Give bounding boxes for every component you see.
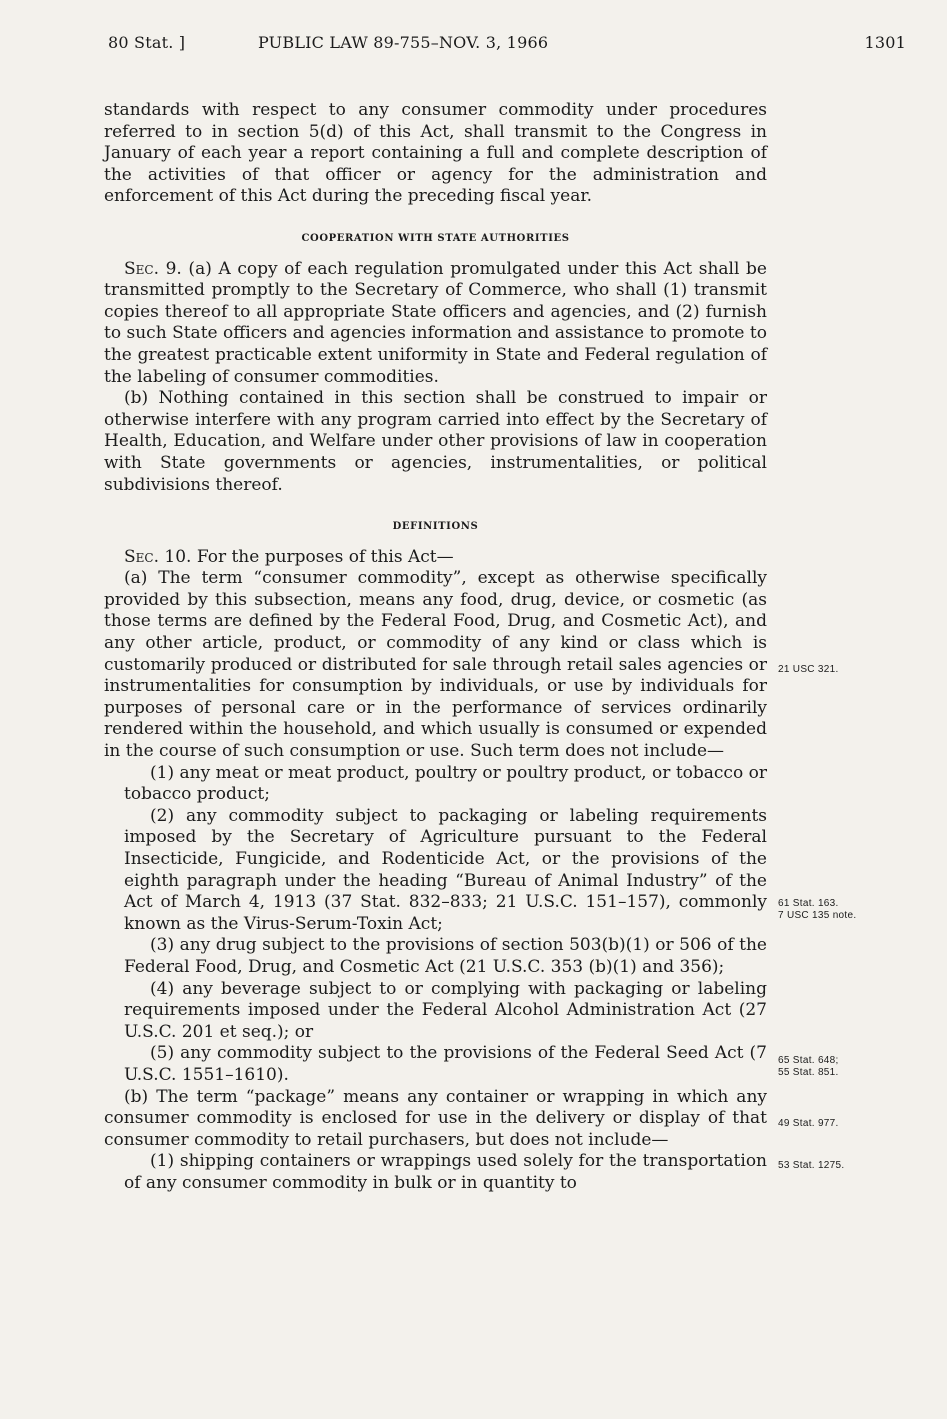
section-heading-cooperation: COOPERATION WITH STATE AUTHORITIES (301, 232, 570, 244)
body-text (104, 100, 767, 1195)
margin-note-line: 7 USC 135 note. (778, 910, 857, 921)
margin-note-line: 61 Stat. 163. (778, 898, 839, 909)
paragraph-continuation: standards with respect to any consumer commodity under procedures referred to in section 5(d) of this Act, shall transmit to the Congress in January of each year a report containing a full and complete description of the activities of that officer or agency for the administration and enforcement of this Act during the preceding fiscal year. (104, 100, 767, 207)
margin-note (778, 898, 938, 922)
section-9b: (b) Nothing contained in this section shall be construed to impair or otherwise interfere with any program carried into effect by the Secretary of Health, Education, and Welfare under other provisions of law in cooperation with State governments or agencies, instrumentalities, or political subdivisions thereof. (104, 388, 767, 495)
list-item: (1) any meat or meat product, poultry or poultry product, or tobacco or tobacco product; (124, 762, 767, 805)
list-item: (2) any commodity subject to packaging or labeling requirements imposed by the Secretary of Agriculture pursuant to the Federal Insecticide, Fungicide, and Rodenticide Act, or the provisions of the eighth paragraph under the heading “Bureau of Animal Industry” of the Act of March 4, 1913 (37 Stat. 832–833; 21 U.S.C. 151–157), commonly known as the Virus-Serum-Toxin Act; (124, 805, 767, 934)
margin-note (778, 1055, 938, 1079)
section-label: Sec. 9. (124, 258, 182, 279)
margin-note: 21 USC 321. (778, 664, 839, 675)
margin-note: 53 Stat. 1275. (778, 1160, 845, 1171)
header-title: PUBLIC LAW 89-755–NOV. 3, 1966 (258, 33, 549, 52)
section-heading-definitions: DEFINITIONS (392, 521, 479, 533)
list-item: (4) any beverage subject to or complying with packaging or labeling requirements imposed under the Federal Alcohol Administration Act (27 U.S.C. 201 et seq.); or (124, 978, 767, 1042)
list-item: (1) shipping containers or wrappings used solely for the transportation of any consumer commodity in bulk or in quantity to (124, 1151, 767, 1193)
section-label: Sec. 10. (124, 546, 192, 567)
margin-note: 49 Stat. 977. (778, 1118, 839, 1129)
section-10-intro: Sec. 10. For the purposes of this Act— (124, 546, 454, 567)
list-item: (5) any commodity subject to the provisions of the Federal Seed Act (7 U.S.C. 1551–1610). (124, 1043, 767, 1085)
margin-note-line: 55 Stat. 851. (778, 1067, 839, 1078)
margin-note-line: 65 Stat. 648; (778, 1055, 839, 1066)
section-10a: (a) The term “consumer commodity”, except as otherwise specifically provided by this subsection, means any food, drug, device, or cosmetic (as those terms are defined by the Federal Food, Drug, and Cosmetic Act), and any other article, product, or commodity of any kind or class which is customarily produced or distributed for sale through retail sales agencies or instrumentalities for consumption by individuals, or use by individuals for purposes of personal care or in the performance of services ordinarily rendered within the household, and which usually is consumed or expended in the course of such consumption or use. Such term does not include— (104, 568, 767, 762)
list-item: (3) any drug subject to the provisions of section 503(b)(1) or 506 of the Federal Food, Drug, and Cosmetic Act (21 U.S.C. 353 (b)(1) and 356); (124, 935, 767, 977)
section-10b: (b) The term “package” means any container or wrapping in which any consumer commodity is enclosed for use in the delivery or display of that consumer commodity to retail purchasers, but does not include— (104, 1086, 767, 1150)
section-9a: Sec. 9. (a) A copy of each regulation promulgated under this Act shall be transmitted promptly to the Secretary of Commerce, who shall (1) transmit copies thereof to all appropriate State officers and agencies, and (2) furnish to such State officers and agencies information and assistance to promote to the greatest practicable extent uniformity in State and Federal regulation of the labeling of consumer commodities. (104, 258, 767, 387)
page-number: 1301 (864, 33, 906, 52)
header-stat-reference: 80 Stat. ] (108, 33, 186, 52)
running-header (108, 33, 906, 57)
